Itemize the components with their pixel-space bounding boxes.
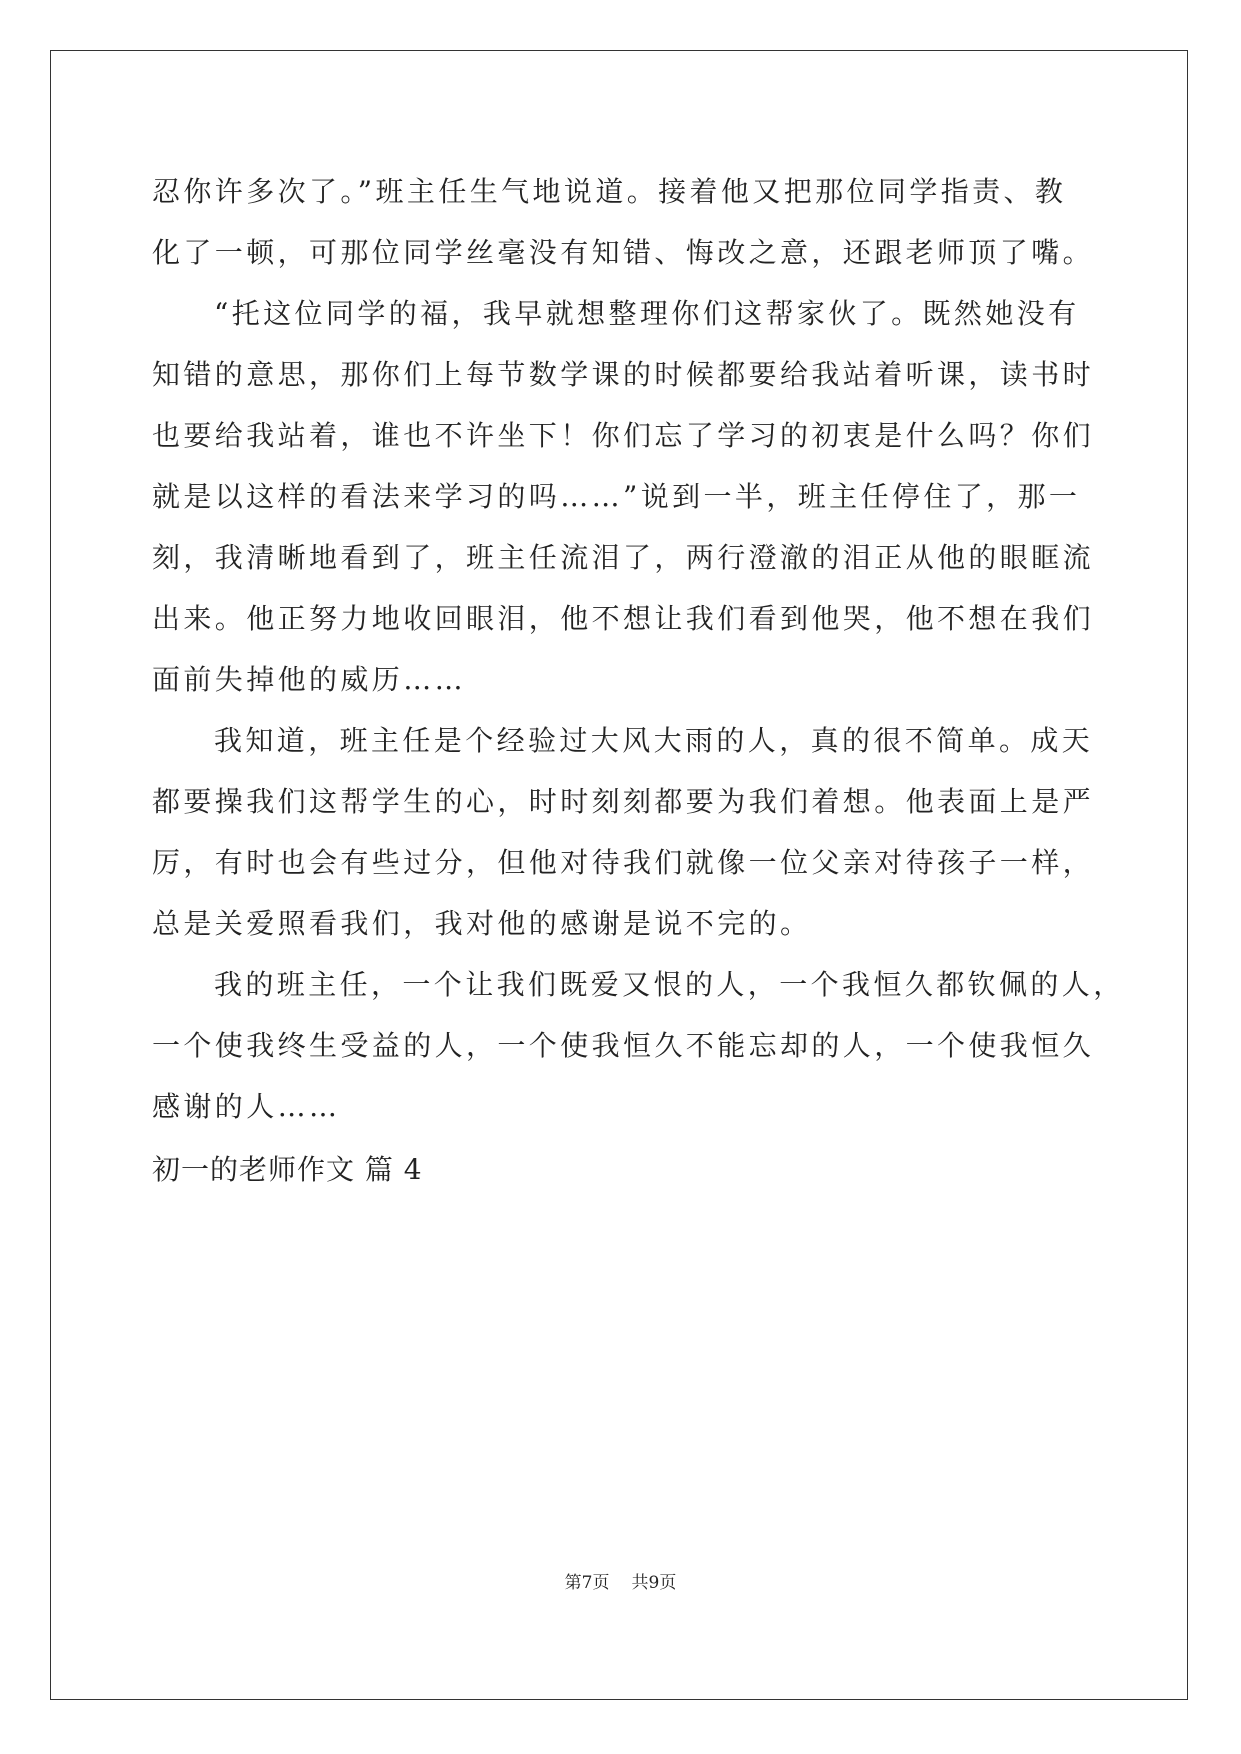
text-line: 刻，我清晰地看到了，班主任流泪了，两行澄澈的泪正从他的眼眶流 <box>152 541 1095 574</box>
paragraph <box>152 711 1112 954</box>
text-line: 出来。他正努力地收回眼泪，他不想让我们看到他哭，他不想在我们 <box>152 602 1095 635</box>
text-line: “托这位同学的福，我早就想整理你们这帮家伙了。既然她没有 <box>214 297 1080 330</box>
text-line: 化了一顿，可那位同学丝毫没有知错、悔改之意，还跟老师顶了嘴。 <box>152 236 1095 269</box>
paragraph <box>152 284 1112 710</box>
text-line: 知错的意思，那你们上每节数学课的时候都要给我站着听课，读书时 <box>152 358 1095 391</box>
text-line: 感谢的人…… <box>152 1090 341 1123</box>
text-line: 总是关爱照看我们，我对他的感谢是说不完的。 <box>152 907 812 940</box>
paragraph <box>152 162 1112 283</box>
page-footer <box>0 1568 1241 1593</box>
document-body <box>152 162 1125 1200</box>
text-line: 面前失掉他的威历…… <box>152 663 467 696</box>
text-line: 忍你许多次了。”班主任生气地说道。接着他又把那位同学指责、教 <box>152 175 1067 208</box>
section-heading: 初一的老师作文 篇 4 <box>152 1153 423 1186</box>
page-number: 第7页 <box>564 1573 610 1593</box>
page-total: 共9页 <box>631 1573 677 1593</box>
text-line: 厉，有时也会有些过分，但他对待我们就像一位父亲对待孩子一样， <box>152 846 1095 879</box>
text-line: 都要操我们这帮学生的心，时时刻刻都要为我们着想。他表面上是严 <box>152 785 1095 818</box>
text-line: 也要给我站着，谁也不许坐下！你们忘了学习的初衷是什么吗？你们 <box>152 419 1095 452</box>
paragraph <box>152 955 1125 1137</box>
text-line: 就是以这样的看法来学习的吗……”说到一半，班主任停住了，那一 <box>152 480 1081 513</box>
text-line: 我知道，班主任是个经验过大风大雨的人，真的很不简单。成天 <box>214 724 1094 757</box>
text-line: 我的班主任，一个让我们既爱又恨的人，一个我恒久都钦佩的人， <box>214 968 1125 1001</box>
text-line: 一个使我终生受益的人，一个使我恒久不能忘却的人，一个使我恒久 <box>152 1029 1095 1062</box>
